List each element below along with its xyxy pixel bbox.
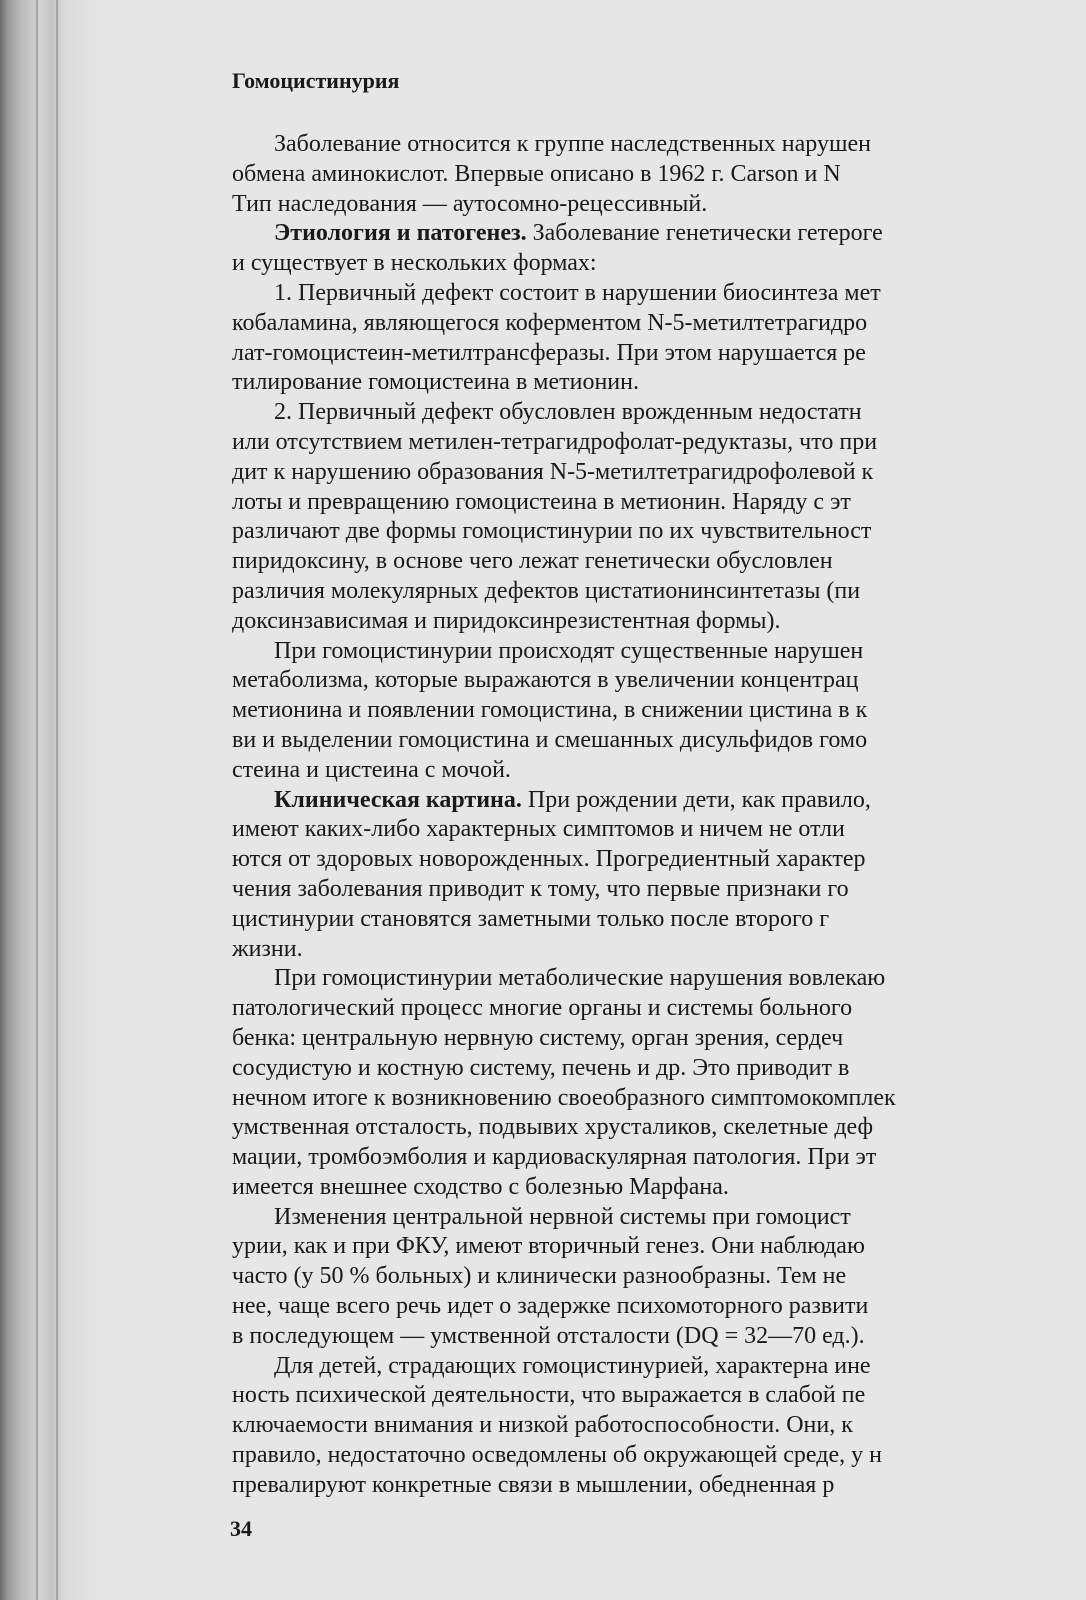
text-line (232, 1024, 1086, 1054)
line-text: кобаламина, являющегося коферментом N-5-метилтетрагидро (232, 309, 868, 336)
text-line (232, 1113, 1086, 1143)
line-text: 2. Первичный дефект обусловлен врожденным недостатн (274, 399, 862, 426)
text-line (232, 517, 1086, 547)
text-line (232, 905, 1086, 935)
text-line (232, 756, 1086, 786)
paragraph (232, 637, 1086, 786)
paragraph (232, 130, 1086, 219)
line-text: цистинурии становятся заметными только после второго г (232, 905, 830, 932)
line-text: При рождении дети, как правило, (521, 786, 871, 813)
line-text: тилирование гомоцистеина в метионин. (232, 369, 639, 396)
book-binding-shadow (0, 0, 110, 1600)
line-text: в последующем — умственной отсталости (DQ = 32—70 ед.). (232, 1322, 865, 1349)
text-line (232, 428, 1086, 458)
line-text: сосудистую и костную систему, печень и др. Это приводит в (232, 1054, 850, 1081)
paragraph (232, 219, 1086, 279)
line-text: различия молекулярных дефектов цистатионинсинтетазы (пи (232, 577, 861, 604)
line-text: дит к нарушению образования N-5-метилтетрагидрофолевой к (232, 458, 874, 485)
line-text: пиридоксину, в основе чего лежат генетически обусловлен (232, 548, 833, 575)
line-text: доксинзависимая и пиридоксинрезистентная формы). (232, 607, 781, 634)
text-line (232, 726, 1086, 756)
text-line (232, 815, 1086, 845)
text-line (232, 994, 1086, 1024)
line-text: лат-гомоцистеин-метилтрансферазы. При этом нарушается ре (232, 339, 866, 366)
text-line (232, 964, 1086, 994)
line-text: Заболевание генетически гетероге (526, 220, 883, 247)
line-text: жизни. (232, 935, 303, 962)
text-line (232, 339, 1086, 369)
text-line (232, 577, 1086, 607)
line-text: патологический процесс многие органы и системы больного (232, 995, 853, 1022)
text-line (232, 637, 1086, 667)
text-line (232, 696, 1086, 726)
text-line (232, 607, 1086, 637)
text-line (232, 368, 1086, 398)
paragraph (232, 786, 1086, 965)
paragraph (232, 1352, 1086, 1501)
text-line (232, 1352, 1086, 1382)
text-line (232, 160, 1086, 190)
text-line (232, 1262, 1086, 1292)
page-text (232, 66, 1086, 1501)
line-text: лоты и превращению гомоцистеина в метионин. Наряду с эт (232, 488, 851, 515)
text-line (232, 1232, 1086, 1262)
line-text: стеина и цистеина с мочой. (232, 756, 511, 783)
line-text: умственная отсталость, подвывих хрусталиков, скелетные деф (232, 1114, 874, 1141)
line-text: и существует в нескольких формах: (232, 250, 597, 277)
text-line (232, 547, 1086, 577)
line-text: различают две формы гомоцистинурии по их чувствительност (232, 518, 872, 545)
line-text: Для детей, страдающих гомоцистинурией, характерна ине (274, 1352, 871, 1379)
line-text: обмена аминокислот. Впервые описано в 1962 г. Carson и N (232, 160, 841, 187)
line-text: ви и выделении гомоцистина и смешанных дисульфидов гомо (232, 726, 868, 753)
run-in-heading: Этиология и патогенез. (274, 220, 527, 247)
line-text: При гомоцистинурии происходят существенные нарушен (274, 637, 864, 664)
line-text: имеют каких-либо характерных симптомов и ничем не отли (232, 816, 845, 843)
text-line (232, 1381, 1086, 1411)
line-text: Тип наследования — аутосомно-рецессивный. (232, 190, 708, 217)
text-line (232, 458, 1086, 488)
line-text: ются от здоровых новорожденных. Прогредиентный характер (232, 846, 866, 873)
text-line (232, 309, 1086, 339)
binding-edge-line (56, 0, 58, 1600)
text-line (232, 786, 1086, 816)
text-line (232, 1322, 1086, 1352)
line-text: ность психической деятельности, что выражается в слабой пе (232, 1382, 866, 1409)
paragraph-list (232, 130, 1086, 1501)
text-line (232, 219, 1086, 249)
text-line (232, 1084, 1086, 1114)
paragraph (232, 964, 1086, 1202)
text-line (232, 488, 1086, 518)
text-line (232, 666, 1086, 696)
text-line (232, 1203, 1086, 1233)
book-page (110, 0, 1086, 1600)
line-text: правило, недостаточно осведомлены об окружающей среде, у н (232, 1442, 882, 1469)
line-text: урии, как и при ФКУ, имеют вторичный генез. Они наблюдаю (232, 1233, 865, 1260)
text-line (232, 845, 1086, 875)
line-text: нечном итоге к возникновению своеобразного симптомокомплек (232, 1084, 896, 1111)
line-text: Заболевание относится к группе наследственных нарушен (274, 131, 871, 157)
run-in-heading: Клиническая картина. (274, 786, 522, 813)
line-text: часто (у 50 % больных) и клинически разнообразны. Тем не (232, 1263, 847, 1290)
line-text: или отсутствием метилен-тетрагидрофолат-редуктазы, что при (232, 428, 878, 455)
text-line (232, 1441, 1086, 1471)
section-heading: Гомоцистинурия (232, 68, 400, 93)
line-text: ключаемости внимания и низкой работоспособности. Они, к (232, 1412, 853, 1439)
text-line (232, 1054, 1086, 1084)
text-line (232, 935, 1086, 965)
line-text: При гомоцистинурии метаболические нарушения вовлекаю (274, 965, 886, 992)
line-text: метионина и появлении гомоцистина, в снижении цистина в к (232, 697, 868, 724)
text-line (232, 1143, 1086, 1173)
binding-edge-line (36, 0, 38, 1600)
line-text: имеется внешнее сходство с болезнью Марфана. (232, 1173, 729, 1200)
line-text: Изменения центральной нервной системы при гомоцист (274, 1203, 851, 1230)
text-line (232, 1173, 1086, 1203)
text-line (232, 398, 1086, 428)
line-text: превалируют конкретные связи в мышлении, обедненная р (232, 1471, 835, 1498)
text-line (232, 875, 1086, 905)
text-line (232, 1292, 1086, 1322)
line-text: бенка: центральную нервную систему, орган зрения, сердеч (232, 1024, 844, 1051)
page-number: 34 (230, 1516, 252, 1541)
line-text: 1. Первичный дефект состоит в нарушении биосинтеза мет (274, 279, 881, 306)
line-text: метаболизма, которые выражаются в увеличении концентрац (232, 667, 859, 694)
text-line (232, 1471, 1086, 1501)
text-line (232, 1411, 1086, 1441)
text-line (232, 130, 1086, 160)
line-text: мации, тромбоэмболия и кардиоваскулярная патология. При эт (232, 1144, 877, 1171)
line-text: нее, чаще всего речь идет о задержке психомоторного развити (232, 1293, 869, 1320)
text-line (232, 279, 1086, 309)
paragraph (232, 279, 1086, 398)
text-line (232, 190, 1086, 220)
paragraph (232, 398, 1086, 636)
paragraph (232, 1203, 1086, 1352)
text-line (232, 249, 1086, 279)
line-text: чения заболевания приводит к тому, что первые признаки го (232, 875, 849, 902)
